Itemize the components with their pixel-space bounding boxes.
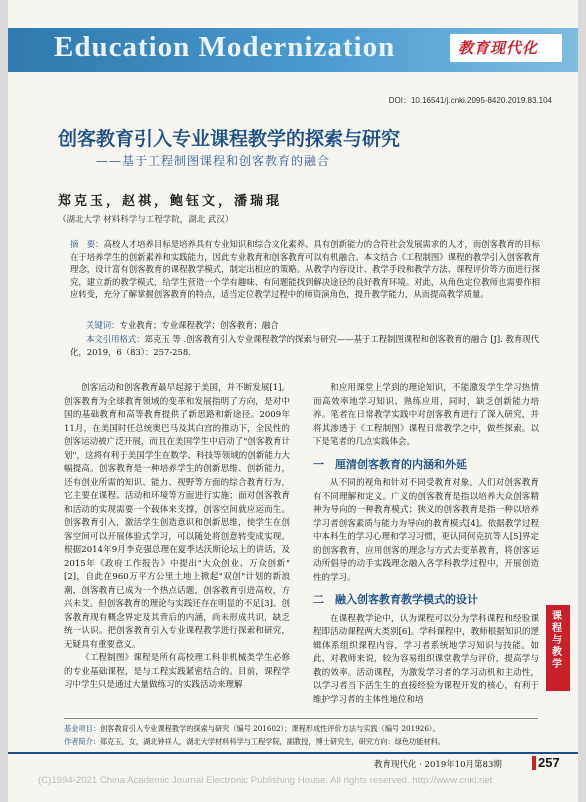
keywords-label: 关键词： bbox=[86, 320, 120, 330]
article-subtitle: ——基于工程制图课程和创客教育的融合 bbox=[96, 154, 331, 168]
body-column-left bbox=[64, 382, 290, 693]
keywords bbox=[86, 319, 279, 331]
author-list: 郑克玉，赵祺，鲍钰文，潘瑞琨 bbox=[58, 194, 283, 209]
author-affiliation: （湖北大学 材料科学与工程学院，湖北 武汉） bbox=[58, 215, 234, 225]
body-column-right bbox=[313, 382, 539, 707]
section-heading-2: 二 融入创客教育教学模式的设计 bbox=[313, 593, 478, 606]
copyright-watermark: (C)1994-2021 China Academic Journal Electronic Publishing House. All rights reserved. http://www.cnki.net bbox=[38, 775, 493, 786]
author-intro-label: 作者简介： bbox=[64, 737, 100, 746]
journal-logo bbox=[450, 34, 562, 62]
journal-logo-text: 教育现代化 bbox=[458, 39, 539, 57]
fund-text: 创客教育引入专业课程教学的探索与研究（编号 201602）；课程形成性评价方法与实践（编号 201926）。 bbox=[99, 724, 440, 733]
side-tab-label: 课程与教学 bbox=[552, 611, 562, 670]
section-heading-1: 一 厘清创客教育的内涵和外延 bbox=[313, 457, 467, 471]
author-footnote bbox=[64, 737, 544, 747]
body-paragraph: 从不同的视角和针对不同受教育对象，人们对创客教育有不同理解和定义。广义的创客教育是指以培养大众创客精神为导向的一种教育模式；狭义的创客教育是指一种以培养学习者创客素质与能力为导向的教育模式[4]。依据教学过程中本科生的学习心理和学习习惯，更认同何克抗等人[5]界定的创客教育，应用创客的理念与方式去变革教育，将创客运动所倡导的动手实践理念融入各学科教学过程中，开展创造性的学习。 bbox=[313, 478, 539, 583]
fund-label: 基金项目： bbox=[64, 724, 100, 733]
page-number: 257 bbox=[538, 755, 560, 770]
citation-text: 郑克玉 等 .创客教育引入专业课程教学的探索与研究——基于工程制图课程和创客教育的融合 [J]. 教育现代化，2019，6（83）：257-258. bbox=[70, 334, 539, 357]
issue-info: 教育现代化 · 2019年10月第83期 bbox=[374, 760, 502, 770]
body-paragraph: 《工程制图》课程是所有高校理工科非机械类学生必修的专业基础课程，是与工程实践紧密结合的。目前，课程学习中学生只是通过大量做练习的实践活动来理解 bbox=[64, 653, 290, 690]
abstract-label: 摘 要： bbox=[70, 239, 104, 249]
body-paragraph: 创客运动和创客教育最早起源于美国，并不断发展[1]。创客教育为全球教育领域的变革和发展指明了方向，是对中国的基础教育和高等教育提供了新思路和新途径。2009年11月，在美国时任总统奥巴马及其白宫的推动下，全民性的创客运动被广泛开展，而且在美国学生中启动了"创客教育计划"，这将有利于美国学生在数学、科技等领域的创新能力大幅提高。创客教育是一种培养学生的创新思维、创新能力，还有创业所需的知识、能力、视野等方面的综合教育行为，它主要在课程、活动和环境等方面进行实施；面对创客教育和活动的实现需要一个载体来支撑，创客空间就应运而生。创客教育引入，激活学生创造意识和创新思维，使学生在创客空间可以开展体验式学习，可以随处将创意转变成实现。根据2014年9月李克强总理在夏季达沃斯论坛上的讲话，及2015年《政府工作报告》中提出"大众创业、万众创新"[2]，自此在960万平方公里土地上掀起"双创"计划的新浪潮，创客教育已成为一个热点话题，创客教育引进高校，方兴未艾。但创客教育的理论与实践还存在明显的不足[3]。创客教育现有概念界定及其背后的内涵，尚未形成共识，缺乏统一认识。把创客教育引入专业课程教学进行探索和研究，无疑具有重要意义。 bbox=[64, 383, 290, 650]
body-paragraph: 和应用课堂上学到的理论知识，不能激发学生学习热情而高效率地学习知识、熟练应用，同时，缺乏创新能力培养。笔者在日常教学实践中对创客教育进行了深入研究，并将其渗透于《工程制图》课程日常教学之中，做些探索。以下是笔者的几点实践体会。 bbox=[313, 383, 539, 447]
citation-label: 本文引用格式： bbox=[86, 334, 145, 344]
footnote-divider bbox=[64, 718, 538, 719]
section-side-tab bbox=[546, 605, 570, 691]
author-intro-text: 郑克玉，女，湖北钟祥人，湖北大学材料科学与工程学院，副教授，博士研究生，研究方向：绿色功能材料。 bbox=[99, 737, 445, 746]
footer-rule bbox=[8, 752, 578, 754]
fund-footnote bbox=[64, 724, 544, 734]
journal-page bbox=[8, 0, 578, 802]
doi-line: DOI：10.16541/j.cnki.2095-8420.2019.83.104 bbox=[388, 96, 552, 105]
page-number-marker bbox=[532, 756, 536, 770]
journal-banner bbox=[8, 28, 578, 72]
abstract-text: 高校人才培养目标是培养具有专业知识和综合文化素养、具有创新能力的合符社会发展需求的人才，而创客教育的目标在于培养学生的创新素养和实践能力，因此专业教育和创客教育可以有机融合。本文结合《工程制图》课程的教学引入创客教育理念，设计富有创客教育的课程教学模式，制定出相应的策略。从教学内容设计、教学手段和教学方法、课程评价等方面进行探究，建立新的教学模式，给学生营造一个学有趣味、有问题能找到解决途径的良好教育环境。对此，从角色定位教师也需要作相应转变，充分了解掌握创客教育的特点，适当定位教学过程中的师资演角色，提升教学能力，从而提高教学质量。 bbox=[70, 239, 541, 300]
keywords-text: 专业教育；专业课程教学；创客教育；融合 bbox=[119, 320, 279, 330]
citation-format bbox=[70, 333, 540, 359]
journal-name: Education Modernization bbox=[54, 31, 396, 63]
abstract bbox=[70, 238, 540, 301]
body-paragraph: 在课程教学论中，认为课程可以分为学科课程和经验课程即活动课程两大类别[6]。学科课程中，教师根据知识的逻辑体系组织课程内容，学习者系统地学习知识与技能。如此，对教师来说，较为容易组织课堂教学与评价，提高学与教的效率。活动课程，为激发学习者的学习动机和主动性，以学习者当下活生生的直接经验为课程开发的核心，有利于维护学习者的主体性地位和培 bbox=[313, 613, 539, 705]
article-title: 创客教育引入专业课程教学的探索与研究 bbox=[58, 128, 401, 150]
